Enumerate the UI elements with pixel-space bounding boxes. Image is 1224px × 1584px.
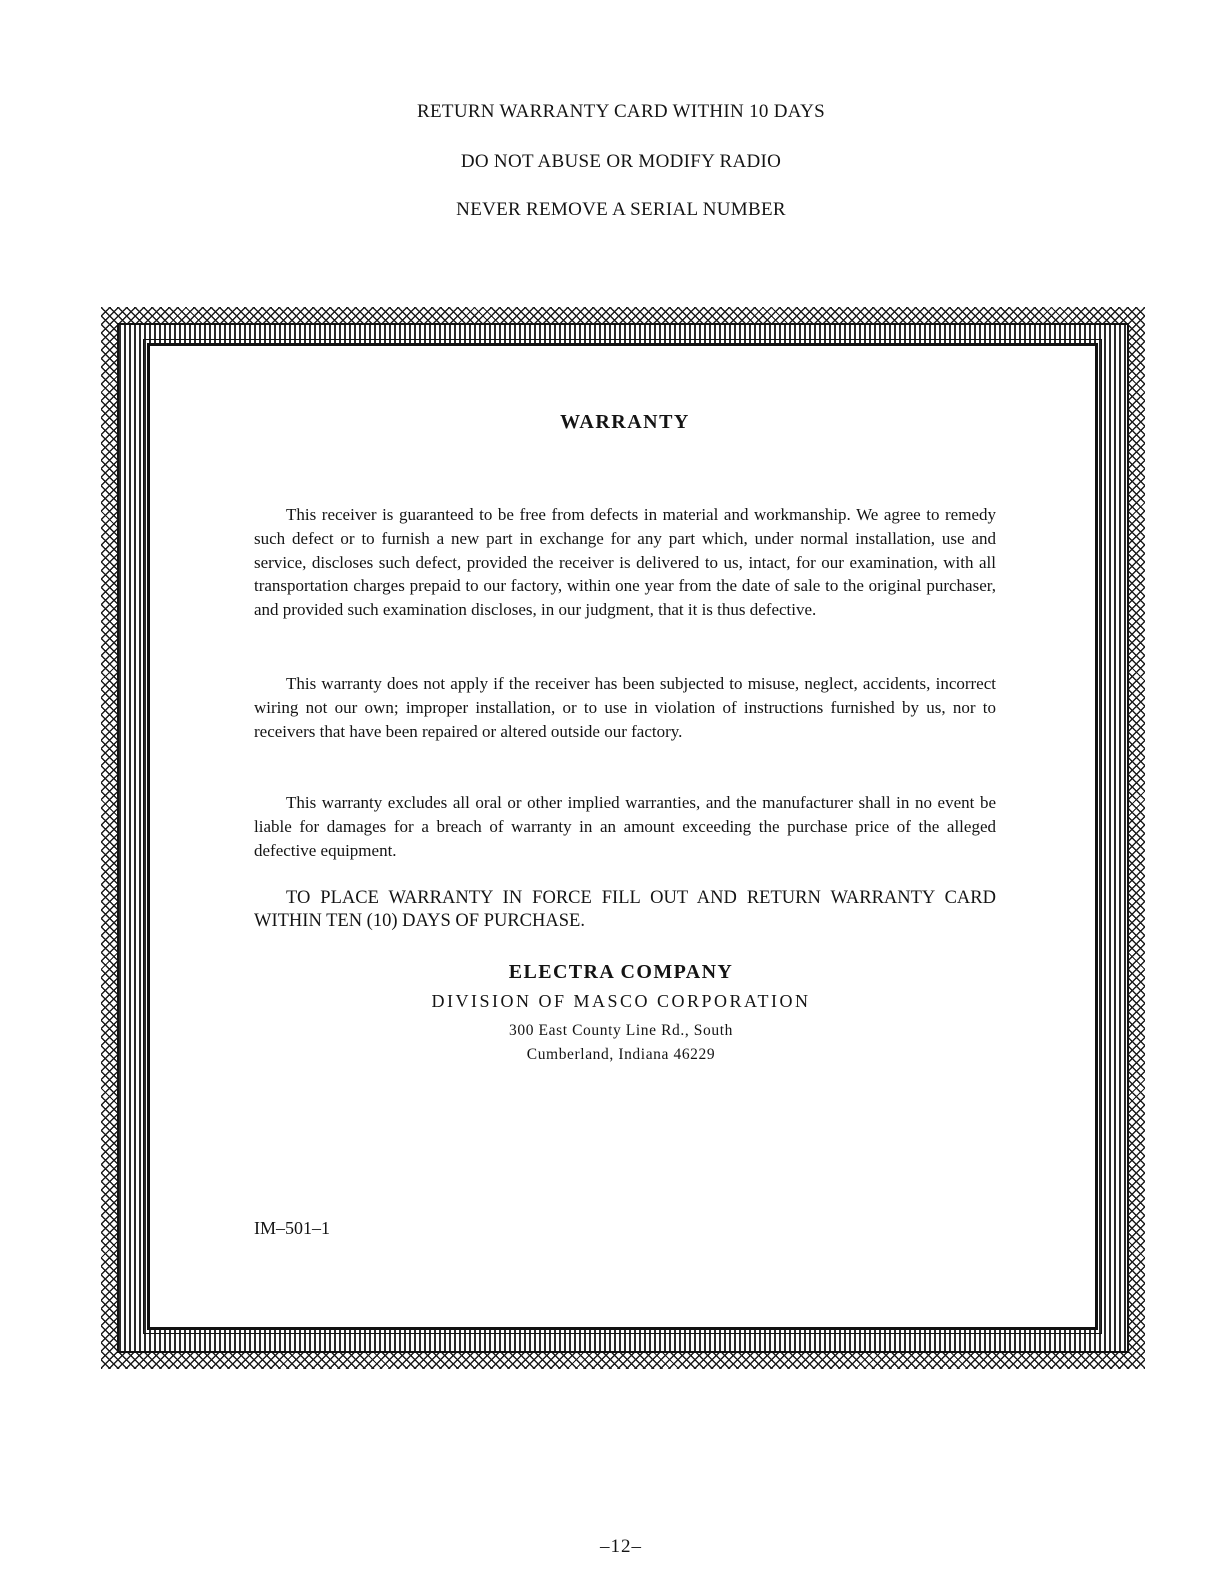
notice-line: DO NOT ABUSE OR MODIFY RADIO <box>460 151 782 172</box>
notice-line: NEVER REMOVE A SERIAL NUMBER <box>456 199 786 220</box>
warranty-paragraph: This warranty excludes all oral or other implied warranties, and the manufacturer shall in no event be liable for damages for a breach of warranty in an amount exceeding the purchase price of the alleged defective equipment. <box>254 793 996 860</box>
place-in-force-notice: TO PLACE WARRANTY IN FORCE FILL OUT AND RETURN WARRANTY CARD WITHIN TEN (10) DAYS OF PURCHASE. <box>254 888 996 931</box>
warranty-paragraph: This receiver is guaranteed to be free from defects in material and workmanship. We agree to remedy such defect or to furnish a new part in exchange for any part which, under normal installation, use and service, discloses such defect, provided the receiver is delivered to us, intact, for our examination, with all transportation charges prepaid to our factory, within one year from the date of sale to the original purchaser, and provided such examination discloses, in our judgment, that it is thus defective. <box>254 505 996 620</box>
company-name: ELECTRA COMPANY <box>508 961 734 983</box>
company-address-line: 300 East County Line Rd., South <box>509 1022 733 1039</box>
document-code: IM–501–1 <box>254 1218 330 1238</box>
page-number: –12– <box>600 1536 642 1557</box>
warranty-title: WARRANTY <box>560 411 690 433</box>
company-division: DIVISION OF MASCO CORPORATION <box>431 991 811 1011</box>
company-address-line: Cumberland, Indiana 46229 <box>526 1046 716 1063</box>
warranty-paragraph: This warranty does not apply if the receiver has been subjected to misuse, neglect, accidents, incorrect wiring not our own; improper installation, or to use in violation of instructions furnished by us, nor to receivers that have been repaired or altered outside our factory. <box>254 674 996 741</box>
notice-line: RETURN WARRANTY CARD WITHIN 10 DAYS <box>417 101 825 122</box>
